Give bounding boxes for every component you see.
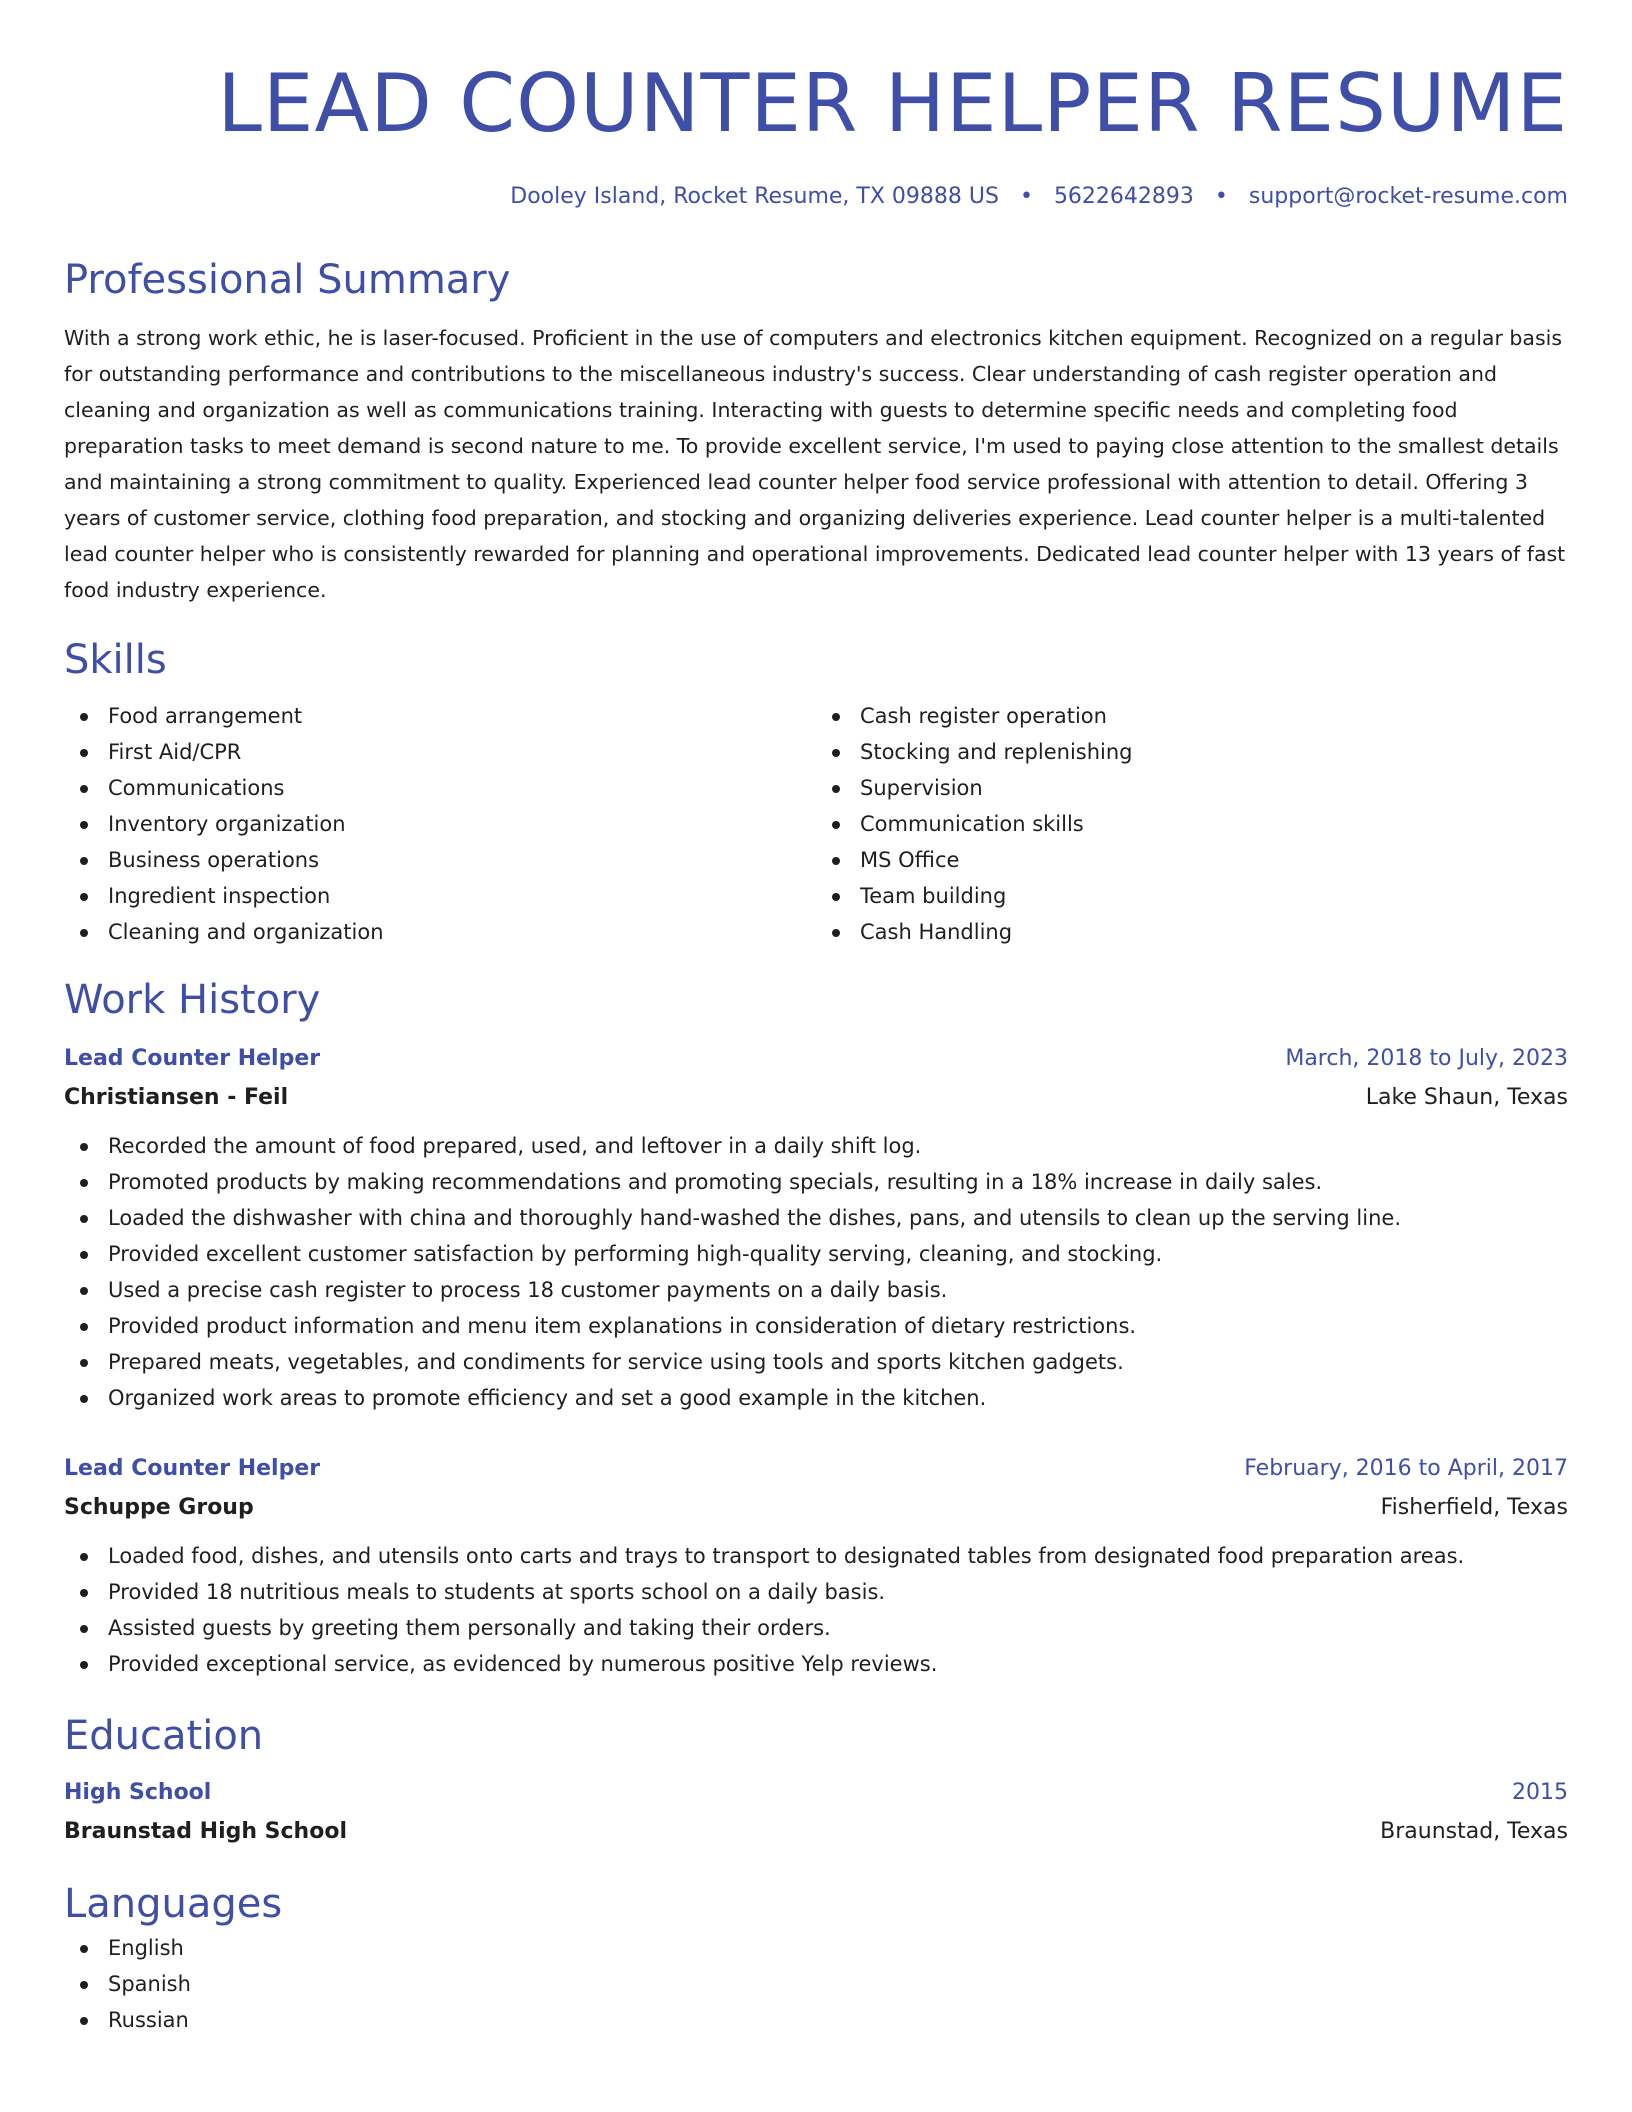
contact-line (64, 182, 1568, 212)
job-role: Lead Counter Helper (64, 1456, 321, 1481)
skill-item: First Aid/CPR (64, 734, 816, 770)
skills-list (64, 698, 1568, 950)
languages-list (64, 1930, 1568, 2038)
skill-item: Team building (816, 878, 1568, 914)
contact-email: support@rocket-resume.com (1248, 184, 1568, 209)
duty-item: Assisted guests by greeting them personally and taking their orders. (64, 1610, 1568, 1646)
bullet-dot (80, 1287, 88, 1295)
duty-item: Provided excellent customer satisfaction by performing high-quality serving, cleaning, and stocking. (64, 1236, 1568, 1272)
skill-item: Ingredient inspection (64, 878, 816, 914)
bullet-dot (80, 1359, 88, 1367)
language-item: Spanish (64, 1966, 1568, 2002)
job-duties (64, 1538, 1568, 1682)
education-heading: Education (64, 1713, 264, 1759)
contact-separator: • (1019, 184, 1033, 209)
duty-item: Prepared meats, vegetables, and condiments for service using tools and sports kitchen gadgets. (64, 1344, 1568, 1380)
bullet-dot (80, 1981, 88, 1989)
bullet-dot (80, 749, 88, 757)
duty-item: Loaded the dishwasher with china and thoroughly hand-washed the dishes, pans, and utensils to clean up the serving line. (64, 1200, 1568, 1236)
skills-column-left (64, 698, 816, 950)
bullet-dot (832, 821, 840, 829)
bullet-dot (80, 821, 88, 829)
duty-item: Provided exceptional service, as evidenced by numerous positive Yelp reviews. (64, 1646, 1568, 1682)
bullet-dot (832, 749, 840, 757)
language-item: Russian (64, 2002, 1568, 2038)
languages-heading: Languages (64, 1881, 283, 1927)
job-company: Schuppe Group (64, 1495, 254, 1520)
job-title-row (64, 1450, 1568, 1488)
job-duties (64, 1128, 1568, 1416)
skill-item: Communications (64, 770, 816, 806)
work-history-heading: Work History (64, 977, 321, 1023)
job-dates: March, 2018 to July, 2023 (1285, 1046, 1568, 1071)
job-dates: February, 2016 to April, 2017 (1244, 1456, 1568, 1481)
bullet-dot (832, 785, 840, 793)
bullet-dot (80, 713, 88, 721)
bullet-dot (80, 857, 88, 865)
bullet-dot (80, 1625, 88, 1633)
job-company-row (64, 1488, 1568, 1528)
job-location: Lake Shaun, Texas (1365, 1085, 1568, 1110)
job-entry (64, 1040, 1568, 1416)
job-location: Fisherfield, Texas (1380, 1495, 1568, 1520)
bullet-dot (80, 1589, 88, 1597)
skills-heading: Skills (64, 637, 167, 683)
bullet-dot (832, 857, 840, 865)
bullet-dot (80, 893, 88, 901)
duty-item: Provided product information and menu item explanations in consideration of dietary restrictions. (64, 1308, 1568, 1344)
summary-heading: Professional Summary (64, 257, 511, 303)
bullet-dot (80, 1323, 88, 1331)
education-entry (64, 1774, 1568, 1852)
education-school-row (64, 1812, 1568, 1852)
bullet-dot (80, 1395, 88, 1403)
duty-item: Recorded the amount of food prepared, used, and leftover in a daily shift log. (64, 1128, 1568, 1164)
education-location: Braunstad, Texas (1380, 1819, 1568, 1844)
bullet-dot (80, 785, 88, 793)
skill-item: Cash Handling (816, 914, 1568, 950)
bullet-dot (832, 893, 840, 901)
skill-item: Communication skills (816, 806, 1568, 842)
language-item: English (64, 1930, 1568, 1966)
bullet-dot (80, 1143, 88, 1151)
contact-separator: • (1214, 184, 1228, 209)
education-year: 2015 (1512, 1780, 1568, 1805)
bullet-dot (80, 1553, 88, 1561)
bullet-dot (80, 1945, 88, 1953)
job-role: Lead Counter Helper (64, 1046, 321, 1071)
contact-phone: 5622642893 (1053, 184, 1194, 209)
skill-item: Inventory organization (64, 806, 816, 842)
duty-item: Organized work areas to promote efficiency and set a good example in the kitchen. (64, 1380, 1568, 1416)
resume-title: LEAD COUNTER HELPER RESUME (217, 57, 1568, 150)
job-title-row (64, 1040, 1568, 1078)
bullet-dot (80, 1661, 88, 1669)
skills-column-right (816, 698, 1568, 950)
bullet-dot (80, 2017, 88, 2025)
education-degree-row (64, 1774, 1568, 1812)
bullet-dot (80, 929, 88, 937)
bullet-dot (80, 1179, 88, 1187)
duty-item: Promoted products by making recommendations and promoting specials, resulting in a 18% increase in daily sales. (64, 1164, 1568, 1200)
education-degree: High School (64, 1780, 212, 1805)
bullet-dot (80, 1215, 88, 1223)
skill-item: Cash register operation (816, 698, 1568, 734)
duty-item: Provided 18 nutritious meals to students at sports school on a daily basis. (64, 1574, 1568, 1610)
duty-item: Loaded food, dishes, and utensils onto carts and trays to transport to designated tables from designated food preparation areas. (64, 1538, 1568, 1574)
skill-item: Food arrangement (64, 698, 816, 734)
duty-item: Used a precise cash register to process 18 customer payments on a daily basis. (64, 1272, 1568, 1308)
skill-item: Business operations (64, 842, 816, 878)
bullet-dot (80, 1251, 88, 1259)
contact-address: Dooley Island, Rocket Resume, TX 09888 US (510, 184, 999, 209)
job-company: Christiansen - Feil (64, 1085, 289, 1110)
job-company-row (64, 1078, 1568, 1118)
skill-item: Stocking and replenishing (816, 734, 1568, 770)
education-school: Braunstad High School (64, 1819, 347, 1844)
skill-item: Supervision (816, 770, 1568, 806)
summary-text: With a strong work ethic, he is laser-focused. Proficient in the use of computers and electronics kitchen equipment. Recognized on a regular basis for outstanding performance and contributions to the miscellaneous industry's success. Clear understanding of cash register operation and cleaning and organization as well as communications training. Interacting with guests to determine specific needs and completing food preparation tasks to meet demand is second nature to me. To provide excellent service, I'm used to paying close attention to the smallest details and maintaining a strong commitment to quality. Experienced lead counter helper food service professional with attention to detail. Offering 3 years of customer service, clothing food preparation, and stocking and organizing deliveries experience. Lead counter helper is a multi-talented lead counter helper who is consistently rewarded for planning and operational improvements. Dedicated lead counter helper with 13 years of fast food industry experience. (64, 326, 1566, 602)
skill-item: Cleaning and organization (64, 914, 816, 950)
job-entry (64, 1450, 1568, 1682)
bullet-dot (832, 713, 840, 721)
skill-item: MS Office (816, 842, 1568, 878)
bullet-dot (832, 929, 840, 937)
